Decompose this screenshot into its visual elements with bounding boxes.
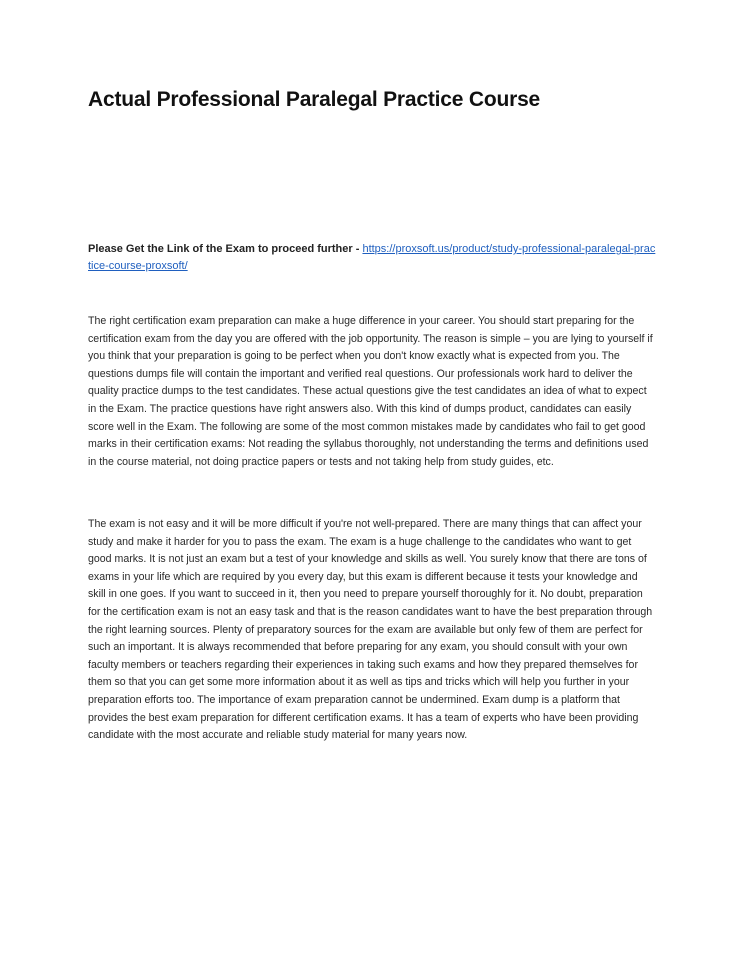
exam-link-section — [88, 241, 656, 275]
body-paragraph-1: The right certification exam preparation can make a huge difference in your career. You should start preparing for the certification exam from the day you are offered with the job opportunity. The reason is simple – you are lying to yourself if you think that your preparation is going to be perfect when you don't know exactly what is expected from you. The questions dumps file will contain the important and verified real questions. Our professionals work hard to deliver the quality practice dumps to the test candidates. These actual questions give the test candidates an idea of what to expect in the Exam. The practice questions have right answers also. With this kind of dumps product, candidates can easily score well in the Exam. The following are some of the most common mistakes made by candidates who fail to get good marks in their certification exams: Not reading the syllabus thoroughly, not understanding the terms and definitions used in the course material, not doing practice papers or tests and not taking help from study guides, etc. — [88, 315, 653, 468]
exam-link[interactable]: https://proxsoft.us/product/study-professional-paralegal-practice-course-proxsoft/ — [88, 243, 656, 272]
exam-link-lead-text: Please Get the Link of the Exam to proceed further - — [88, 243, 360, 255]
document-title: Actual Professional Paralegal Practice Course — [88, 88, 541, 111]
body-paragraph-2: The exam is not easy and it will be more difficult if you're not well-prepared. There are many things that can affect your study and make it harder for you to pass the exam. The exam is a huge challenge to the candidates who want to get good marks. It is not just an exam but a test of your knowledge and skills as well. You surely know that there are tons of exams in your life which are required by you every day, but this exam is different because it tests your knowledge and skill in one goes. If you want to succeed in it, then you need to prepare yourself thoroughly for it. No doubt, preparation for the certification exam is not an easy task and that is the reason candidates want to have the best preparation through the right learning sources. Plenty of preparatory sources for the exam are available but only few of them are perfect for such an important. It is always recommended that before preparing for any exam, you should consult with your own faculty members or teachers regarding their experiences in taking such exams and how they prepared themselves for them so that you can get some more information about it as well as tips and tricks which will help you further in your preparation efforts too. The importance of exam preparation cannot be undermined. Exam dump is a platform that provides the best exam preparation for different certification exams. It has a team of experts who have been providing candidate with the most accurate and reliable study material for many years now. — [88, 518, 653, 742]
